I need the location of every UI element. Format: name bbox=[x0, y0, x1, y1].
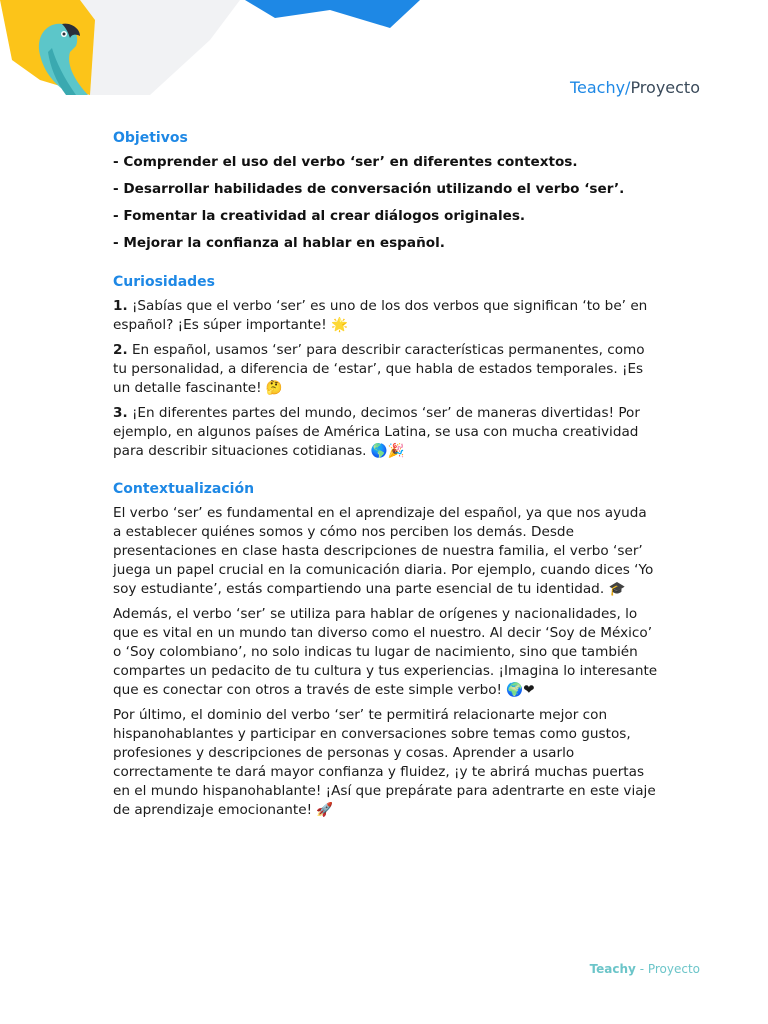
section-title-contextualizacion: Contextualización bbox=[113, 481, 255, 497]
objective-item: - Comprender el uso del verbo ‘ser’ en diferentes contextos. bbox=[113, 154, 578, 170]
context-paragraph: Además, el verbo ‘ser’ se utiliza para hablar de orígenes y nacionalidades, lo que es vital en un mundo tan diverso como el nuestro. Al decir ‘Soy de México’ o ‘Soy colombiano’, no solo indicas tu lugar de nacimiento, sino que también compartes un pedacito de tu cultura y tus experiencias. ¡Imagina lo interesante que es conectar con otros a través de este simple verbo! 🌍❤ bbox=[113, 606, 658, 698]
section-title-objetivos: Objetivos bbox=[113, 130, 188, 146]
context-paragraph: Por último, el dominio del verbo ‘ser’ te permitirá relacionarte mejor con hispanohablantes y participar en conversaciones sobre temas como gustos, profesiones y descripciones de personas y cosas. Aprender a usarlo correctamente te dará mayor confianza y fluidez, ¡y te abrirá muchas puertas en el mundo hispanohablante! ¡Así que prepárate para adentrarte en este viaje de aprendizaje emocionante! 🚀 bbox=[113, 707, 656, 818]
curiosity-item bbox=[113, 404, 658, 461]
curiosity-text: En español, usamos ‘ser’ para describir características permanentes, como tu personalidad, a diferencia de ‘estar’, que habla de estados temporales. ¡Es un detalle fascinante! 🤔 bbox=[113, 342, 645, 396]
curiosity-number: 3. bbox=[113, 405, 128, 421]
curiosity-number: 2. bbox=[113, 342, 128, 358]
brand-name: Teachy bbox=[569, 78, 626, 97]
curiosity-item bbox=[113, 341, 658, 398]
brand-header bbox=[570, 78, 700, 97]
objective-item: - Desarrollar habilidades de conversación utilizando el verbo ‘ser’. bbox=[113, 181, 625, 197]
curiosity-number: 1. bbox=[113, 298, 128, 314]
section-title-curiosidades: Curiosidades bbox=[113, 274, 216, 290]
curiosity-text: ¡Sabías que el verbo ‘ser’ es uno de los dos verbos que significan ‘to be’ en español? ¡Es súper importante! 🌟 bbox=[113, 298, 648, 333]
objective-item: - Fomentar la creatividad al crear diálogos originales. bbox=[113, 208, 526, 224]
curiosity-item bbox=[113, 297, 658, 335]
curiosity-text: ¡En diferentes partes del mundo, decimos ‘ser’ de maneras divertidas! Por ejemplo, en algunos países de América Latina, se usa con mucha creatividad para describir situaciones cotidianas. 🌎🎉 bbox=[113, 405, 640, 459]
context-paragraph: El verbo ‘ser’ es fundamental en el aprendizaje del español, ya que nos ayuda a establecer quiénes somos y cómo nos perciben los demás. Desde presentaciones en clase hasta descripciones de nuestra familia, el verbo ‘ser’ juega un papel crucial en la comunicación diaria. Por ejemplo, cuando dices ‘Yo soy estudiante’, estás compartiendo una parte esencial de tu identidad. 🎓 bbox=[113, 505, 654, 597]
document-body bbox=[113, 128, 658, 826]
brand-section: Proyecto bbox=[630, 78, 700, 97]
footer-brand: Teachy bbox=[589, 962, 636, 976]
page-footer bbox=[590, 962, 700, 976]
objective-item: - Mejorar la confianza al hablar en español. bbox=[113, 235, 445, 251]
brand-separator: / bbox=[625, 78, 631, 97]
footer-section: - Proyecto bbox=[635, 962, 700, 976]
